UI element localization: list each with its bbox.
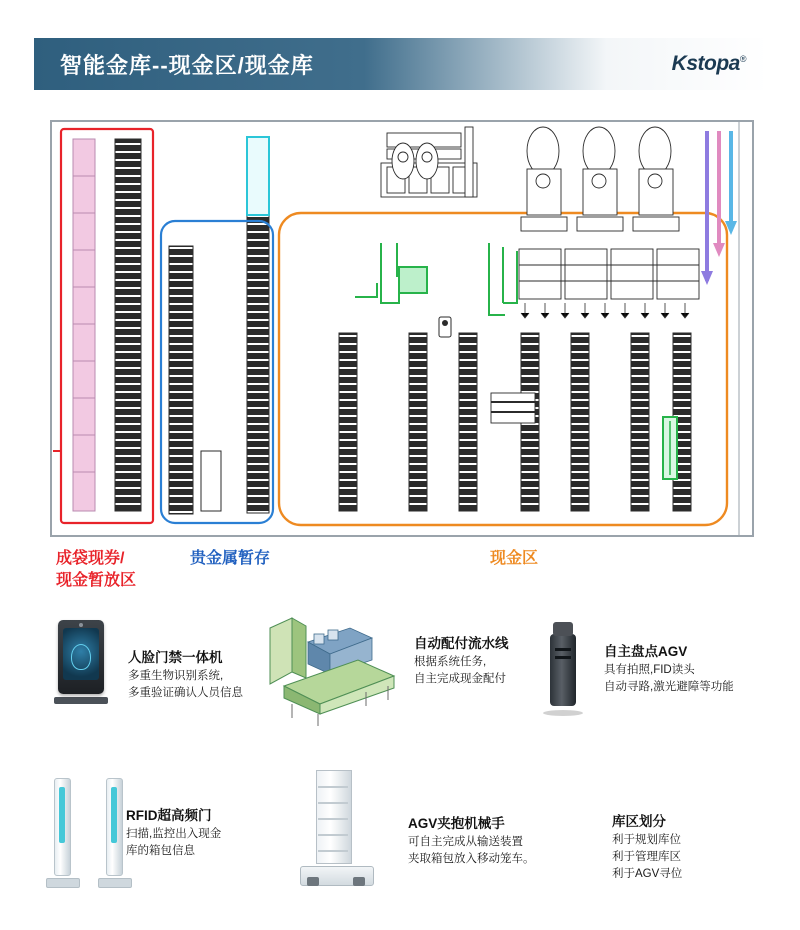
brand-registered-mark: ® — [739, 54, 746, 64]
feature-title: RFID超高频门 — [126, 808, 212, 823]
feature-desc: 根据系统任务, 自主完成现金配付 — [414, 655, 506, 685]
feature-desc: 可自主完成从输送装置 夹取箱包放入移动笼车。 — [408, 835, 535, 865]
zone-label-red: 成袋现券/ 现金暂放区 — [56, 550, 137, 589]
feature-title: 库区划分 — [612, 814, 666, 829]
conveyor-line-icon — [262, 612, 402, 737]
agv-robot-icon — [550, 634, 583, 716]
clamp-robot-icon — [290, 770, 386, 888]
feature-title: 人脸门禁一体机 — [128, 650, 223, 665]
top-right-machines — [521, 127, 679, 231]
vault-floor-plan — [50, 120, 754, 537]
page-title: 智能金库--现金区/现金库 — [60, 52, 314, 78]
face-recognition-terminal-icon — [58, 620, 108, 704]
feature-title: 自主盘点AGV — [604, 644, 688, 659]
feature-agv-clamp-robot — [290, 770, 535, 888]
conveyor-cluster — [491, 393, 535, 423]
zone-label-orange: 现金区 — [490, 550, 539, 567]
feature-desc: 利于规划库位 利于管理库区 利于AGV寻位 — [612, 833, 683, 881]
feature-desc: 多重生物识别系统, 多重验证确认人员信息 — [128, 669, 243, 699]
header-banner — [34, 38, 768, 90]
brand-name: Kstopa — [671, 52, 740, 75]
feature-title: AGV夹抱机械手 — [408, 816, 505, 831]
brand-logo — [672, 52, 746, 76]
feature-desc: 具有拍照,FID读头 自动寻路,激光避障等功能 — [604, 663, 734, 693]
floor-plan-drawing — [51, 121, 753, 536]
feature-desc: 扫描,监控出入现金 库的箱包信息 — [126, 827, 222, 857]
feature-rfid-gate — [48, 778, 222, 888]
green-vertical-bar — [663, 417, 677, 479]
zone-label-blue: 贵金属暂存 — [190, 550, 271, 567]
agv-marker — [439, 317, 451, 337]
feature-title: 自动配付流水线 — [414, 636, 509, 651]
feature-zone-division — [612, 812, 792, 883]
